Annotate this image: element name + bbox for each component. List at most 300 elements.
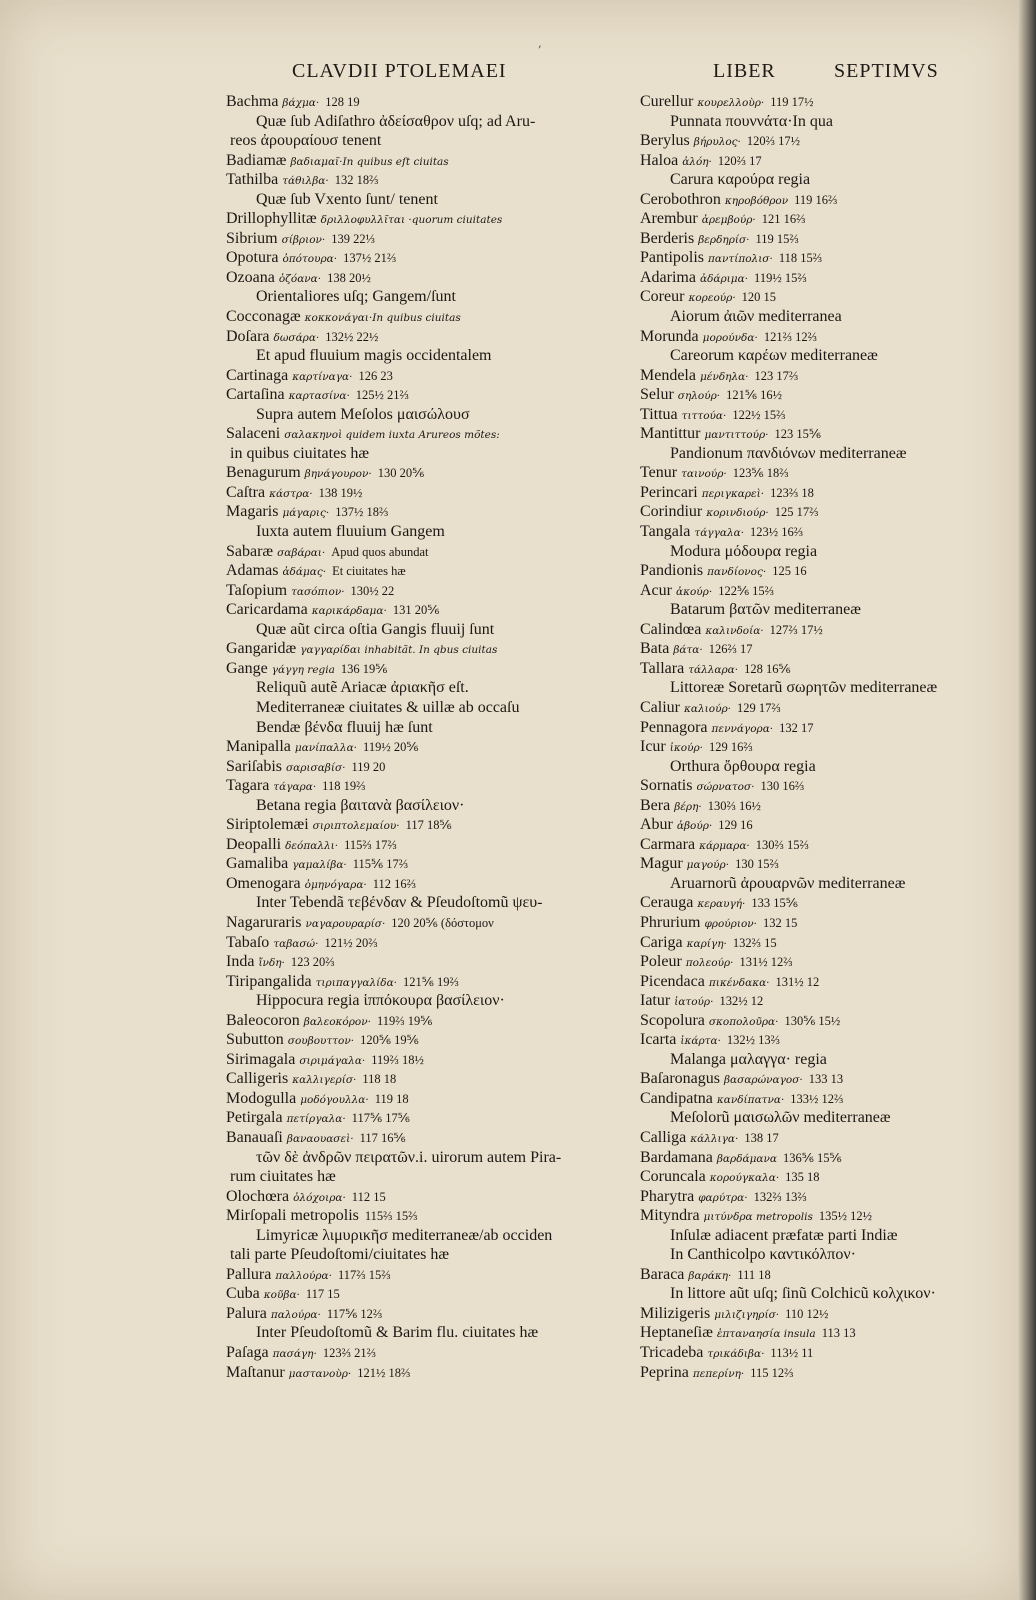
greek-name: σώρνατοσ· bbox=[696, 781, 755, 794]
coordinates: 138 20½ bbox=[327, 270, 371, 285]
section-heading: Inter Tebendã τεβένδαν & Pſeudoſtomũ ψευ- bbox=[256, 894, 543, 912]
greek-name: δωσάρα· bbox=[273, 331, 320, 344]
gazetteer-entry bbox=[640, 1148, 1010, 1168]
place-name: Modogulla bbox=[226, 1089, 297, 1107]
place-name: Calindœa bbox=[640, 620, 702, 638]
place-name: Tenur bbox=[640, 464, 678, 482]
coordinates: 117 18⅚ bbox=[405, 818, 452, 833]
gazetteer-entry bbox=[640, 1089, 1010, 1109]
gazetteer-entry bbox=[640, 385, 1010, 405]
coordinates: 120⅔ 17½ bbox=[746, 134, 801, 149]
gazetteer-entry bbox=[640, 933, 1010, 953]
greek-name: ταινούρ· bbox=[681, 468, 727, 481]
place-name: Mantittur bbox=[640, 425, 701, 443]
greek-name: ὀζόανα· bbox=[278, 272, 322, 285]
greek-name: σηλούρ· bbox=[677, 390, 721, 403]
greek-name: μιτύνδρα metropolis bbox=[703, 1211, 813, 1224]
gazetteer-entry bbox=[640, 561, 1010, 581]
greek-name: φαρύτρα· bbox=[698, 1191, 748, 1204]
greek-name: βήρυλος· bbox=[693, 136, 741, 149]
gazetteer-entry bbox=[640, 1363, 1010, 1383]
section-heading: Carura καρούρα regia bbox=[670, 171, 811, 189]
coordinates: 118 19⅔ bbox=[322, 779, 366, 794]
gazetteer-entry bbox=[226, 776, 596, 796]
coordinates: 129 17⅔ bbox=[736, 700, 781, 715]
greek-name: ταβασώ· bbox=[273, 937, 319, 950]
section-heading: Betana regia βαιτανὰ βασίλειον· bbox=[256, 796, 465, 814]
greek-name: καρτίναγα· bbox=[292, 370, 353, 383]
greek-name: τάγγαλα· bbox=[694, 527, 745, 540]
gazetteer-entry bbox=[226, 327, 596, 347]
section-heading: Aiorum ἀιῶν mediterranea bbox=[670, 308, 842, 326]
gazetteer-entry bbox=[226, 92, 596, 112]
greek-name: κουρελλοὺρ· bbox=[697, 97, 765, 109]
place-name: Baleocoron bbox=[226, 1011, 300, 1029]
coordinates: 123⅚ 18⅔ bbox=[732, 466, 789, 481]
greek-name: μανίπαλλα· bbox=[294, 742, 358, 755]
coordinates: 136 19⅚ bbox=[340, 661, 388, 676]
coordinates: 130½ 22 bbox=[350, 583, 395, 598]
place-name: Palura bbox=[226, 1304, 267, 1322]
greek-name: κορινδιούρ· bbox=[706, 507, 769, 520]
coordinates: 133 15⅚ bbox=[751, 896, 798, 911]
place-name: Pandionis bbox=[640, 562, 704, 580]
section-heading: Supra autem Meſolos μαισώλουσ bbox=[256, 405, 470, 423]
coordinates: 126 23 bbox=[358, 368, 393, 383]
gazetteer-entry bbox=[226, 1108, 596, 1128]
greek-name: ναγαρουραρίσ· bbox=[305, 917, 386, 930]
continuation-line: reos ἀρουραίουσ tenent bbox=[230, 132, 382, 150]
greek-name: τιττούα· bbox=[681, 409, 727, 422]
greek-name: ἰατούρ· bbox=[674, 996, 714, 1009]
gazetteer-entry bbox=[226, 463, 596, 483]
gazetteer-entry bbox=[226, 600, 596, 620]
place-name: Perincari bbox=[640, 483, 698, 501]
place-name: Tallara bbox=[640, 659, 685, 677]
coordinates: 119 17½ bbox=[770, 95, 814, 109]
place-name: Magaris bbox=[226, 503, 279, 521]
coordinates: 128 19 bbox=[325, 95, 360, 109]
coordinates: 113 13 bbox=[821, 1326, 856, 1341]
gazetteer-entry bbox=[640, 1069, 1010, 1089]
greek-name: ἑπταναησία insula bbox=[716, 1328, 816, 1341]
continuation-line: in quibus ciuitates hæ bbox=[230, 444, 370, 462]
place-name: Calligeris bbox=[226, 1070, 289, 1088]
section-heading: Batarum βατῶν mediterraneæ bbox=[670, 601, 861, 619]
place-name: Badiamæ bbox=[226, 151, 287, 169]
place-name: Scopolura bbox=[640, 1011, 705, 1029]
place-name: Maſtanur bbox=[226, 1363, 285, 1381]
coordinates: 129 16⅔ bbox=[708, 740, 753, 755]
greek-name: ἴνδη· bbox=[258, 957, 285, 970]
coordinates: 120⅔ 17 bbox=[717, 153, 762, 168]
place-name: Gange bbox=[226, 659, 268, 677]
section-heading: Careorum καρέων mediterraneæ bbox=[670, 347, 878, 365]
gazetteer-entry bbox=[226, 424, 596, 444]
place-name: Picendaca bbox=[640, 972, 705, 990]
coordinates: 130⅚ 15½ bbox=[784, 1013, 841, 1028]
greek-name: καρτασίνα· bbox=[288, 390, 350, 403]
greek-name: φρούριον· bbox=[704, 917, 758, 930]
place-name: Curellur bbox=[640, 93, 694, 110]
place-name: Tiripangalida bbox=[226, 972, 312, 990]
place-name: Adamas bbox=[226, 562, 279, 580]
coordinates: 117⅚ 12⅔ bbox=[326, 1306, 383, 1321]
greek-name: μάγαρις· bbox=[282, 507, 330, 520]
coordinates: 123 20⅔ bbox=[290, 955, 335, 970]
greek-name: μένδηλα· bbox=[699, 370, 749, 383]
coordinates: 119⅔ 19⅚ bbox=[376, 1013, 433, 1028]
place-name: Pallura bbox=[226, 1265, 272, 1283]
coordinates: 135½ 12½ bbox=[818, 1209, 872, 1224]
place-name: Caricardama bbox=[226, 601, 308, 619]
place-name: Acur bbox=[640, 581, 672, 599]
place-name: Sirimagala bbox=[226, 1050, 296, 1068]
right-column bbox=[640, 92, 1010, 1382]
place-name: Pharytra bbox=[640, 1187, 695, 1205]
gazetteer-entry bbox=[226, 366, 596, 386]
greek-name: ἀλόη· bbox=[682, 155, 712, 168]
greek-name: πασάγη· bbox=[272, 1348, 317, 1360]
gazetteer-entry bbox=[640, 581, 1010, 601]
coordinates: 111 18 bbox=[737, 1267, 771, 1282]
greek-name: βασαρώναγοσ· bbox=[723, 1074, 803, 1087]
greek-name: πολεούρ· bbox=[685, 957, 734, 970]
continuation-line: tali parte Pſeudoſtomi/ciuitates hæ bbox=[230, 1246, 450, 1264]
gazetteer-entry bbox=[640, 405, 1010, 425]
coordinates: 132⅔ 13⅔ bbox=[753, 1189, 807, 1204]
running-head-middle: LIBER bbox=[713, 60, 776, 82]
place-name: Nagaruraris bbox=[226, 913, 302, 931]
coordinates: 139 22⅓ bbox=[331, 231, 375, 246]
gazetteer-entry bbox=[640, 776, 1010, 796]
coordinates: 130 15⅔ bbox=[735, 857, 779, 872]
gazetteer-entry bbox=[226, 1363, 596, 1383]
section-heading: Malanga μαλαγγα· regia bbox=[670, 1050, 827, 1068]
greek-name: σουβουττον· bbox=[287, 1035, 355, 1048]
place-name: Baraca bbox=[640, 1265, 685, 1283]
greek-name: τάθιλβα· bbox=[282, 175, 329, 188]
section-heading: In Canthicolpo καντικόλπον· bbox=[670, 1246, 856, 1264]
section-heading: Meſolorũ μαισωλῶν mediterraneæ bbox=[670, 1109, 891, 1127]
greek-name: σίβριον· bbox=[281, 233, 326, 246]
coordinates: 110 12½ bbox=[785, 1306, 829, 1321]
section-heading: Inſulæ adiacent præfatæ parti Indiæ bbox=[670, 1226, 898, 1244]
greek-name: τάγαρα· bbox=[273, 781, 317, 794]
gazetteer-entry bbox=[226, 757, 596, 777]
place-name: Selur bbox=[640, 386, 674, 404]
place-name: Mendela bbox=[640, 366, 696, 384]
section-heading: Bendæ βένδα fluuij hæ ſunt bbox=[256, 718, 433, 736]
place-name: Arembur bbox=[640, 210, 698, 228]
coordinates: 122⅚ 15⅔ bbox=[718, 583, 775, 598]
greek-name: κάστρα· bbox=[269, 487, 313, 500]
section-heading: Orthura ὄρθουρα regia bbox=[670, 757, 816, 775]
greek-name: σιριμάγαλα· bbox=[299, 1054, 366, 1067]
coordinates: 115⅔ 15⅔ bbox=[364, 1209, 418, 1224]
place-name: Berylus bbox=[640, 132, 690, 150]
coordinates: 125 17⅔ bbox=[774, 505, 819, 520]
gazetteer-entry bbox=[226, 1187, 596, 1207]
gazetteer-entry bbox=[226, 952, 596, 972]
gazetteer-entry bbox=[640, 502, 1010, 522]
place-name: Banauaſi bbox=[226, 1128, 283, 1146]
place-name: Calliga bbox=[640, 1128, 687, 1146]
gazetteer-entry bbox=[640, 835, 1010, 855]
gazetteer-entry bbox=[226, 659, 596, 679]
gazetteer-entry bbox=[226, 1030, 596, 1050]
greek-name: βάτα· bbox=[673, 644, 703, 657]
gazetteer-entry bbox=[640, 952, 1010, 972]
gazetteer-entry bbox=[640, 287, 1010, 307]
coordinates: 123⅔ 21⅔ bbox=[322, 1346, 376, 1360]
coordinates: 115 12⅔ bbox=[750, 1365, 794, 1380]
place-name: Haloa bbox=[640, 151, 679, 169]
coordinates: 115⅚ 17⅔ bbox=[352, 857, 409, 872]
coordinates: Et ciuitates hæ bbox=[332, 564, 406, 579]
gazetteer-entry bbox=[226, 483, 596, 503]
gazetteer-entry bbox=[640, 92, 1010, 112]
place-name: Sabaræ bbox=[226, 542, 274, 560]
section-heading: Et apud fluuium magis occidentalem bbox=[256, 347, 492, 365]
gazetteer-entry bbox=[640, 796, 1010, 816]
section-heading: Iuxta autem fluuium Gangem bbox=[256, 523, 445, 541]
gazetteer-entry bbox=[226, 1069, 596, 1089]
gazetteer-entry bbox=[640, 209, 1010, 229]
coordinates: 132½ 12 bbox=[719, 994, 764, 1009]
gazetteer-entry bbox=[640, 366, 1010, 386]
greek-name: ἰκούρ· bbox=[669, 742, 703, 755]
place-name: Gamaliba bbox=[226, 855, 289, 873]
coordinates: 132 18⅔ bbox=[334, 173, 379, 188]
place-name: Gangaridæ bbox=[226, 640, 297, 658]
coordinates: 120 15 bbox=[741, 290, 777, 305]
greek-name: καρίγη· bbox=[686, 937, 727, 950]
section-heading: Reliquũ autẽ Ariacæ ἀριακῆσ eſt. bbox=[256, 679, 469, 697]
gazetteer-entry bbox=[226, 639, 596, 659]
place-name: Inda bbox=[226, 953, 255, 971]
place-name: Doſara bbox=[226, 327, 270, 345]
place-name: Berderis bbox=[640, 229, 695, 247]
greek-name: δριλλοφυλλῖται ·quorum ciuitates bbox=[320, 214, 503, 227]
section-heading: Inter Pſeudoſtomũ & Barim flu. ciuitates hæ bbox=[256, 1324, 539, 1342]
coordinates: 138 17 bbox=[744, 1130, 779, 1145]
coordinates: 119 15⅔ bbox=[755, 231, 799, 246]
greek-name: περιγκαρεὶ· bbox=[701, 487, 765, 500]
gazetteer-entry bbox=[640, 1323, 1010, 1343]
gazetteer-entry bbox=[640, 1343, 1010, 1363]
greek-name: παλούρα· bbox=[270, 1308, 321, 1321]
left-column bbox=[226, 92, 596, 1382]
place-name: Tathilba bbox=[226, 171, 279, 189]
gazetteer-entry bbox=[640, 190, 1010, 210]
section-heading: In littore aũt uſq; ſinũ Colchicũ κολχικον· bbox=[670, 1285, 936, 1303]
greek-name: πεννάγορα· bbox=[711, 722, 774, 735]
place-name: Omenogara bbox=[226, 874, 301, 892]
place-name: Coruncala bbox=[640, 1168, 706, 1186]
gazetteer-entry bbox=[640, 718, 1010, 738]
greek-name: ἰκάρτα· bbox=[680, 1035, 721, 1048]
coordinates: 120⅚ 19⅚ bbox=[360, 1033, 419, 1048]
ink-mark: , bbox=[538, 36, 542, 50]
coordinates: 120 20⅚ (δόστομον bbox=[391, 915, 494, 930]
gazetteer-entry bbox=[226, 229, 596, 249]
coordinates: 125 16 bbox=[772, 564, 807, 579]
greek-name: κηροβόθρον bbox=[724, 194, 789, 207]
place-name: Corindiur bbox=[640, 503, 703, 521]
greek-name: τασόπιον· bbox=[291, 585, 345, 598]
gazetteer-entry bbox=[226, 1089, 596, 1109]
gazetteer-entry bbox=[226, 972, 596, 992]
coordinates: 119½ 20⅚ bbox=[363, 740, 419, 755]
coordinates: 123 17⅔ bbox=[754, 368, 799, 383]
gazetteer-entry bbox=[640, 327, 1010, 347]
place-name: Paſaga bbox=[226, 1344, 269, 1361]
gazetteer-entry bbox=[640, 1304, 1010, 1324]
greek-name: ὀλόχοιρα· bbox=[293, 1191, 346, 1204]
place-name: Mityndra bbox=[640, 1207, 700, 1225]
greek-name: γάγγη regia bbox=[271, 663, 335, 676]
greek-name: βέρη· bbox=[674, 800, 702, 813]
gazetteer-entry bbox=[226, 248, 596, 268]
coordinates: 137½ 18⅔ bbox=[335, 505, 389, 520]
place-name: Subutton bbox=[226, 1031, 284, 1049]
gazetteer-entry bbox=[640, 893, 1010, 913]
section-heading: Orientaliores uſq; Gangem/ſunt bbox=[256, 288, 456, 306]
gazetteer-entry bbox=[640, 815, 1010, 835]
gazetteer-entry bbox=[226, 913, 596, 933]
place-name: Pantipolis bbox=[640, 249, 705, 267]
coordinates: 119⅔ 18½ bbox=[371, 1052, 424, 1067]
coordinates: 132⅔ 15 bbox=[732, 935, 777, 950]
greek-name: ἀβούρ· bbox=[676, 820, 713, 833]
gazetteer-entry bbox=[226, 874, 596, 894]
coordinates: 117 16⅚ bbox=[359, 1130, 406, 1145]
greek-name: καλλιγερίσ· bbox=[292, 1074, 357, 1087]
greek-name: βηνάγουρον· bbox=[304, 468, 372, 481]
section-heading: Modura μόδουρα regia bbox=[670, 542, 818, 560]
gazetteer-entry bbox=[226, 1265, 596, 1285]
greek-name: μορούνδα· bbox=[702, 331, 758, 344]
greek-name: κάλλιγα· bbox=[690, 1132, 739, 1145]
section-heading: Limyricæ λιμυρικῆσ mediterraneæ/ab occiden bbox=[256, 1226, 553, 1244]
page-edge bbox=[1018, 0, 1036, 1600]
greek-name: κάρμαρα· bbox=[699, 839, 750, 852]
gazetteer-entry bbox=[226, 1343, 596, 1363]
gazetteer-entry bbox=[640, 991, 1010, 1011]
coordinates: 132½ 22½ bbox=[325, 329, 379, 344]
greek-name: βάχμα· bbox=[282, 97, 320, 109]
gazetteer-entry bbox=[640, 483, 1010, 503]
coordinates: 126⅔ 17 bbox=[708, 642, 753, 657]
place-name: Cerauga bbox=[640, 894, 694, 912]
place-name: Tabaſo bbox=[226, 933, 270, 951]
coordinates: 132½ 13⅔ bbox=[726, 1033, 781, 1048]
coordinates: 121½ 20⅔ bbox=[324, 935, 378, 950]
section-heading: Quæ aũt circa oſtia Gangis fluuij ſunt bbox=[256, 620, 495, 638]
greek-name: κανδίπατνα· bbox=[716, 1093, 785, 1106]
gazetteer-entry bbox=[640, 972, 1010, 992]
coordinates: 121⅔ 12⅔ bbox=[763, 329, 817, 344]
place-name: Phrurium bbox=[640, 913, 701, 931]
gazetteer-entry bbox=[226, 502, 596, 522]
gazetteer-entry bbox=[640, 1167, 1010, 1187]
place-name: Sibrium bbox=[226, 229, 278, 247]
greek-name: τιριπαγγαλίδα· bbox=[315, 976, 397, 989]
coordinates: 119 18 bbox=[374, 1091, 409, 1106]
place-name: Opotura bbox=[226, 249, 279, 267]
coordinates: 123½ 16⅔ bbox=[750, 525, 804, 540]
coordinates: 118 18 bbox=[362, 1072, 397, 1087]
place-name: Tagara bbox=[226, 777, 270, 795]
coordinates: 112 15 bbox=[351, 1189, 386, 1204]
gazetteer-entry bbox=[640, 522, 1010, 542]
place-name: Benagurum bbox=[226, 464, 301, 482]
place-name: Olochœra bbox=[226, 1187, 290, 1205]
greek-name: σαβάραι· bbox=[277, 546, 326, 559]
coordinates: 135 18 bbox=[785, 1170, 820, 1185]
greek-name: παντίπολισ· bbox=[708, 253, 773, 266]
gazetteer-entry bbox=[640, 737, 1010, 757]
greek-name: βαλεοκόρον· bbox=[303, 1015, 371, 1028]
place-name: Cocconagæ bbox=[226, 308, 301, 326]
gazetteer-entry bbox=[226, 1284, 596, 1304]
place-name: Morunda bbox=[640, 327, 699, 345]
greek-name: τρικάδιβα· bbox=[707, 1348, 765, 1360]
place-name: Cartaſina bbox=[226, 386, 285, 404]
coordinates: 121½ 18⅔ bbox=[357, 1365, 411, 1380]
place-name: Caliur bbox=[640, 698, 680, 716]
greek-name: ἀρεμβούρ· bbox=[701, 214, 756, 227]
gazetteer-entry bbox=[226, 854, 596, 874]
place-name: Salaceni bbox=[226, 425, 281, 443]
coordinates: 119 20 bbox=[351, 759, 386, 774]
gazetteer-entry bbox=[226, 1304, 596, 1324]
coordinates: 128 16⅚ bbox=[744, 661, 791, 676]
section-heading: Hippocura regia ἱππόκουρα βασίλειον· bbox=[256, 992, 505, 1010]
place-name: Bata bbox=[640, 640, 670, 658]
place-name: Bachma bbox=[226, 93, 279, 110]
coordinates: 117⅔ 15⅔ bbox=[337, 1267, 391, 1282]
place-name: Mirſopali metropolis bbox=[226, 1207, 359, 1225]
place-name: Candipatna bbox=[640, 1089, 713, 1107]
place-name: Milizigeris bbox=[640, 1304, 711, 1322]
greek-name: κορεούρ· bbox=[688, 292, 736, 305]
section-heading: Quæ ſub Adiſathro ἀδείσαθρον uſq; ad Aru- bbox=[256, 112, 536, 130]
place-name: Peprina bbox=[640, 1363, 689, 1381]
coordinates: 133 13 bbox=[808, 1072, 844, 1087]
gazetteer-entry bbox=[640, 913, 1010, 933]
greek-name: παλλούρα· bbox=[275, 1269, 332, 1282]
place-name: Heptaneſiæ bbox=[640, 1324, 713, 1342]
greek-name: μαντιττούρ· bbox=[704, 429, 769, 442]
gazetteer-entry bbox=[640, 268, 1010, 288]
coordinates: 137½ 21⅔ bbox=[343, 251, 397, 266]
place-name: Taſopium bbox=[226, 581, 288, 599]
coordinates: 113½ 11 bbox=[770, 1346, 814, 1360]
greek-name: κορούγκαλα· bbox=[709, 1172, 780, 1185]
coordinates: 131½ 12⅔ bbox=[739, 955, 793, 970]
section-heading: Quæ ſub Vxento ſunt/ tenent bbox=[256, 190, 438, 208]
place-name: Iatur bbox=[640, 992, 671, 1010]
gazetteer-entry bbox=[640, 424, 1010, 444]
gazetteer-entry bbox=[640, 1011, 1010, 1031]
greek-name: πανδίονος· bbox=[707, 566, 767, 579]
place-name: Magur bbox=[640, 855, 683, 873]
place-name: Adarima bbox=[640, 268, 696, 286]
coordinates: 121⅚ 19⅔ bbox=[403, 974, 459, 989]
gazetteer-entry bbox=[226, 737, 596, 757]
